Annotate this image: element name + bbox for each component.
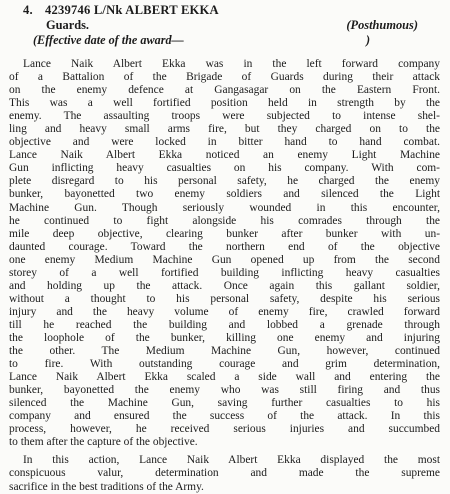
text-line: till he reached the building and lobbed a grenade through <box>9 318 440 331</box>
text-line: to fire. With outstanding courage and grim determination, <box>9 358 440 371</box>
effective-date-close: ) <box>365 33 370 47</box>
citation-header <box>9 3 440 18</box>
text-line: injury and the heavy volume of enemy fire, crawled forward <box>9 305 440 318</box>
text-line: bunker, bayonetted two enemy soldiers and silenced the Light <box>9 188 440 201</box>
text-line: conspicuous valur, determination and made the supreme <box>9 467 440 480</box>
text-line: on the enemy defence at Gangasagar on the Eastern Front. <box>9 84 440 97</box>
text-line: sacrifice in the best traditions of the Army. <box>9 480 204 493</box>
text-line: he continued to fight alongside his comrades through the <box>9 214 440 227</box>
text-line: the loophole of the bunker, killing one enemy and injuring <box>9 331 440 344</box>
text-line: and holding up the attack. Once again this gallant soldier, <box>9 279 440 292</box>
text-line: bunker, bayonetted the enemy who was still firing and thus <box>9 384 440 397</box>
text-line: process, however, he received serious injuries and succumbed <box>9 423 440 436</box>
text-line: Lance Naik Albert Ekka scaled a side wall and entering the <box>9 371 440 384</box>
citation-number: 4. <box>23 3 33 17</box>
soldier-name: 4239746 L/Nk ALBERT EKKA <box>45 3 219 17</box>
text-line: of a Battalion of the Brigade of Guards during their attack <box>9 71 440 84</box>
text-line: This was a well fortified position held in strength by the <box>9 97 440 110</box>
unit-name: Guards. <box>46 18 90 32</box>
text-line: storey of a well fortified building inflicting heavy casualties <box>9 266 440 279</box>
text-line: In this action, Lance Naik Albert Ekka displayed the most <box>23 454 440 467</box>
text-line: without a thought to his personal safety, despite his serious <box>9 292 440 305</box>
text-line: one enemy Medium Machine Gun opened up from the second <box>9 253 440 266</box>
text-line: daunted courage. Toward the northern end of the objective <box>9 240 440 253</box>
text-line: Lance Naik Albert Ekka was in the left forward company <box>23 58 440 70</box>
posthumous-label: (Posthumous) <box>346 18 418 32</box>
text-line: enemy. The assaulting troops were subjected to intense shel- <box>9 110 440 123</box>
text-line: the other. The Medium Machine Gun, however, continued <box>9 345 440 358</box>
text-line: mile deep objective, clearing bunker after bunker with un- <box>9 227 440 240</box>
text-line: company and ensured the success of the attack. In this <box>9 410 440 423</box>
text-line: silenced the Machine Gun, saving further casualties to his <box>9 397 440 410</box>
text-line: ling and heavy small arms fire, but they charged on to the <box>9 123 440 136</box>
text-line: Gun inflicting heavy casualties on his company. With com- <box>9 162 440 175</box>
citation-body <box>9 58 440 494</box>
text-line: Machine Gun. Though seriously wounded in this encounter, <box>9 201 440 214</box>
effective-date-line <box>9 33 440 50</box>
text-line: Lance Naik Albert Ekka noticed an enemy Light Machine <box>9 149 440 162</box>
text-line: to them after the capture of the objective. <box>9 436 198 449</box>
text-line: objective and were locked in bitter hand to hand combat. <box>9 136 440 149</box>
effective-date-label: (Effective date of the award— <box>33 33 184 47</box>
unit-line <box>9 18 440 33</box>
text-line: plete disregard to his personal safety, he charged the enemy <box>9 175 440 188</box>
